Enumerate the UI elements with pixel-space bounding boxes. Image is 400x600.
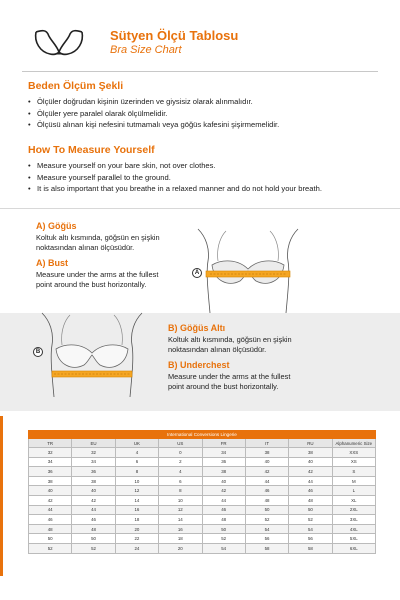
table-cell: 56: [245, 534, 288, 544]
table-cell: 58: [289, 543, 332, 553]
table-cell: 40: [289, 457, 332, 467]
column-header: IT: [245, 439, 288, 448]
bullet-list-en: [28, 160, 378, 195]
underchest-desc-tr-2: noktasından alınan ölçüsüdür.: [168, 345, 267, 354]
table-cell: 6: [159, 476, 202, 486]
table-cell: 24: [115, 543, 158, 553]
table-cell: 38: [245, 448, 288, 458]
size-conversion-table: [28, 430, 376, 554]
table-cell: 54: [245, 524, 288, 534]
table-row: [29, 543, 376, 553]
table-cell: 6: [115, 457, 158, 467]
underchest-instructions: [168, 323, 292, 392]
table-cell: 44: [29, 505, 72, 515]
table-cell: 12: [115, 486, 158, 496]
table-cell: 18: [159, 534, 202, 544]
table-cell: S: [332, 467, 375, 477]
table-cell: 6XL: [332, 543, 375, 553]
table-cell: 4: [115, 448, 158, 458]
bullet-item: • Measure yourself on your bare skin, not over clothes.: [28, 160, 378, 172]
table-cell: 4XL: [332, 524, 375, 534]
table-cell: 46: [289, 486, 332, 496]
table-cell: 44: [72, 505, 115, 515]
table-cell: 42: [289, 467, 332, 477]
table-cell: 52: [202, 534, 245, 544]
underchest-desc-en-1: Measure under the arms at the fullest: [168, 372, 291, 381]
table-cell: 34: [72, 457, 115, 467]
underchest-desc-tr-1: Koltuk altı kısmında, göğsün en şişkin: [168, 335, 292, 344]
underchest-figure: [40, 305, 144, 397]
bust-heading-tr: A) Göğüs: [36, 221, 77, 231]
table-cell: 16: [159, 524, 202, 534]
table-cell: 50: [245, 505, 288, 515]
table-cell: 14: [115, 495, 158, 505]
underchest-heading-en: B) Underchest: [168, 360, 230, 370]
table-row: [29, 515, 376, 525]
table-cell: 40: [72, 486, 115, 496]
table-row: [29, 448, 376, 458]
table-body: [29, 448, 376, 554]
orange-side-tab: [0, 416, 3, 576]
column-header: RU: [289, 439, 332, 448]
table-cell: 42: [29, 495, 72, 505]
table-cell: 32: [72, 448, 115, 458]
bullet-list-tr: [28, 96, 378, 131]
table-row: [29, 495, 376, 505]
bust-heading-en: A) Bust: [36, 258, 68, 268]
table-cell: 8: [115, 467, 158, 477]
table-cell: 48: [72, 524, 115, 534]
table-cell: 48: [202, 515, 245, 525]
table-cell: M: [332, 476, 375, 486]
table-cell: L: [332, 486, 375, 496]
table-cell: 10: [159, 495, 202, 505]
table-cell: 14: [159, 515, 202, 525]
bust-instructions: [36, 221, 160, 290]
table-cell: 48: [245, 495, 288, 505]
underchest-desc-en-2: point around the bust horizontally.: [168, 382, 279, 391]
table-cell: 38: [202, 467, 245, 477]
page-title: Sütyen Ölçü Tablosu: [110, 28, 239, 43]
table-row: [29, 457, 376, 467]
table-cell: 40: [29, 486, 72, 496]
table-cell: 22: [115, 534, 158, 544]
table-cell: 50: [72, 534, 115, 544]
label-a-marker: A: [192, 268, 202, 278]
column-header: EU: [72, 439, 115, 448]
table-cell: 3XL: [332, 515, 375, 525]
table-cell: 4: [159, 467, 202, 477]
table-cell: 34: [29, 457, 72, 467]
table-cell: XL: [332, 495, 375, 505]
header-divider: [22, 71, 378, 72]
table-cell: 2XL: [332, 505, 375, 515]
table-cell: 10: [115, 476, 158, 486]
bust-figure: [196, 221, 300, 313]
table-cell: 52: [289, 515, 332, 525]
table-cell: 8: [159, 486, 202, 496]
header: [22, 20, 382, 64]
table-cell: 52: [29, 543, 72, 553]
bullet-item: • Ölçüler yere paralel olarak ölçülmelidir.: [28, 108, 378, 120]
table-cell: 0: [159, 448, 202, 458]
table-cell: 12: [159, 505, 202, 515]
table-cell: 42: [72, 495, 115, 505]
bra-icon: [32, 28, 86, 60]
table-cell: 36: [202, 457, 245, 467]
table-cell: 48: [29, 524, 72, 534]
table-cell: 42: [245, 467, 288, 477]
table-cell: 40: [202, 476, 245, 486]
bullet-item: • It is also important that you breathe in a relaxed manner and do not hold your breath.: [28, 183, 378, 195]
table-row: [29, 486, 376, 496]
table-cell: 38: [72, 476, 115, 486]
column-header: UK: [115, 439, 158, 448]
table-cell: 5XL: [332, 534, 375, 544]
table-cell: 50: [29, 534, 72, 544]
table-cell: 50: [289, 505, 332, 515]
table-cell: 48: [289, 495, 332, 505]
bullet-item: • Measure yourself parallel to the ground.: [28, 172, 378, 184]
table-cell: 20: [115, 524, 158, 534]
table-cell: 54: [202, 543, 245, 553]
table-cell: 58: [245, 543, 288, 553]
underchest-heading-tr: B) Göğüs Altı: [168, 323, 226, 333]
table-cell: 44: [202, 495, 245, 505]
table-cell: 46: [245, 486, 288, 496]
bust-desc-tr-2: noktasından alınan ölçüsüdür.: [36, 243, 135, 252]
table-cell: 18: [115, 515, 158, 525]
table-cell: 20: [159, 543, 202, 553]
bullet-item: • Ölçüler doğrudan kişinin üzerinden ve giysisiz olarak alınmalıdır.: [28, 96, 378, 108]
table-caption: International Conversions Lingerie: [29, 431, 376, 439]
table-cell: 52: [72, 543, 115, 553]
table-cell: XS: [332, 457, 375, 467]
column-header: Alphanumeric Size: [332, 439, 375, 448]
table-row: [29, 476, 376, 486]
table-cell: 52: [245, 515, 288, 525]
page-subtitle: Bra Size Chart: [110, 44, 182, 56]
table-cell: 32: [29, 448, 72, 458]
table-cell: 46: [72, 515, 115, 525]
table-cell: 34: [202, 448, 245, 458]
section-title-en: How To Measure Yourself: [28, 144, 155, 156]
table-cell: 38: [29, 476, 72, 486]
table-cell: 36: [72, 467, 115, 477]
table-cell: 44: [245, 476, 288, 486]
table-row: [29, 467, 376, 477]
table-cell: XXS: [332, 448, 375, 458]
section-title-tr: Beden Ölçüm Şekli: [28, 80, 124, 92]
table-cell: 2: [159, 457, 202, 467]
table-cell: 16: [115, 505, 158, 515]
table-row: [29, 505, 376, 515]
column-header: US: [159, 439, 202, 448]
bullet-item: • Ölçüsü alınan kişi nefesini tutmamalı veya göğüs kafesini şişirmemelidir.: [28, 119, 378, 131]
table-cell: 46: [29, 515, 72, 525]
measurement-guide-lower: [0, 313, 400, 411]
table-row: [29, 534, 376, 544]
table-cell: 56: [289, 534, 332, 544]
column-header: TR: [29, 439, 72, 448]
table-cell: 54: [289, 524, 332, 534]
measurement-guide: [0, 208, 400, 410]
table-cell: 40: [245, 457, 288, 467]
table-cell: 44: [289, 476, 332, 486]
table-row: [29, 524, 376, 534]
column-header: FR: [202, 439, 245, 448]
table-cell: 50: [202, 524, 245, 534]
bust-desc-tr-1: Koltuk altı kısmında, göğsün en şişkin: [36, 233, 160, 242]
table-cell: 42: [202, 486, 245, 496]
bust-desc-en-2: point around the bust horizontally.: [36, 280, 147, 289]
table-cell: 46: [202, 505, 245, 515]
table-cell: 38: [289, 448, 332, 458]
bust-desc-en-1: Measure under the arms at the fullest: [36, 270, 159, 279]
label-b-marker: B: [33, 347, 43, 357]
table-cell: 36: [29, 467, 72, 477]
